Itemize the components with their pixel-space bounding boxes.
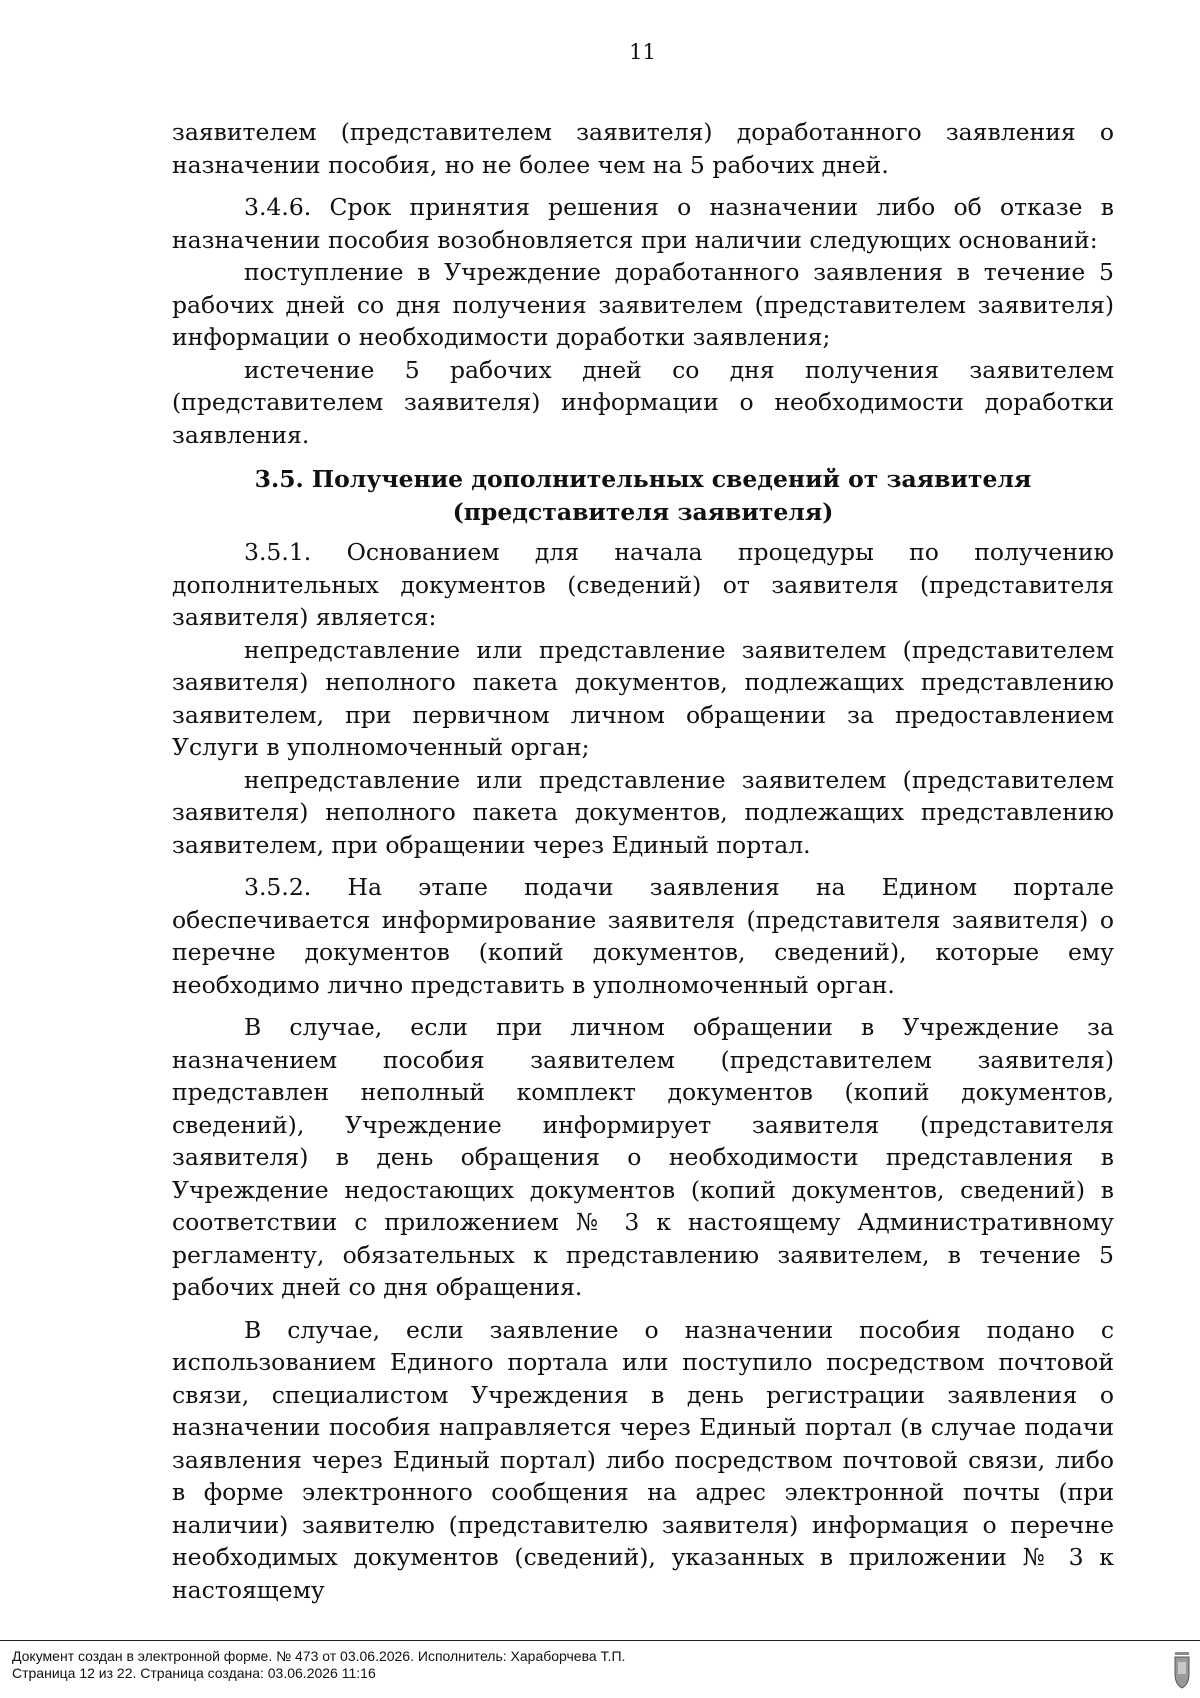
footer-info [12, 1648, 625, 1682]
page-number: 11 [629, 40, 656, 64]
paragraph: поступление в Учреждение доработанного заявления в течение 5 рабочих дней со дня получения заявителем (представителем заявителя) информации о необходимости доработки заявления; [172, 258, 1114, 351]
paragraph: непредставление или представление заявителем (представителем заявителя) неполного пакета документов, подлежащих представлению заявителем, при обращении через Единый портал. [172, 765, 1114, 859]
paragraph: 3.5.1. Основанием для начала процедуры по получению дополнительных документов (сведений) от заявителя (представителя заявителя) является: [172, 538, 1114, 631]
section-heading: 3.5. Получение дополнительных сведений от заявителя (представителя заявителя) [254, 465, 1032, 526]
paragraph: В случае, если заявление о назначении пособия подано с использованием Единого портала или поступило посредством почтовой связи, специалистом Учреждения в день регистрации заявления о назначении пособия направляется через Единый портал (в случае подачи заявления через Единый портал) либо посредством почтовой связи, либо в форме электронного сообщения на адрес электронной почты (при наличии) заявителю (представителю заявителя) информация о перечне необходимых документов (сведений), указанных в приложении № 3 к настоящему [172, 1315, 1114, 1604]
paragraph: 3.5.2. На этапе подачи заявления на Едином портале обеспечивается информирование заявителя (представителя заявителя) о перечне документов (копий документов, сведений), которые ему необходимо лично представить в уполномоченный орган. [172, 873, 1114, 999]
paragraph: непредставление или представление заявителем (представителем заявителя) неполного пакета документов, подлежащих представлению заявителем, при первичном личном обращении за предоставлением Услуги в уполномоченный орган; [172, 635, 1114, 761]
paragraph: В случае, если при личном обращении в Учреждение за назначением пособия заявителем (представителем заявителя) представлен неполный комплект документов (копий документов, сведений), Учреждение информирует заявителя (представителя заявителя) в день обращения о необходимости представления в Учреждение недостающих документов (копий документов, сведений) в соответствии с приложением № 3 к настоящему Административному регламенту, обязательных к представлению заявителем, в течение 5 рабочих дней со дня обращения. [172, 1013, 1114, 1301]
coat-of-arms-icon [1172, 1650, 1192, 1690]
paragraph: заявителем (представителем заявителя) доработанного заявления о назначении пособия, но не более чем на 5 рабочих дней. [172, 118, 1114, 179]
footer-page-info: Страница 12 из 22. Страница создана: 03.06.2026 11:16 [12, 1665, 376, 1681]
paragraph: 3.4.6. Срок принятия решения о назначении либо об отказе в назначении пособия возобновляется при наличии следующих оснований: [172, 193, 1114, 254]
footer-divider [0, 1640, 1200, 1641]
paragraph: истечение 5 рабочих дней со дня получения заявителем (представителем заявителя) информации о необходимости доработки заявления. [172, 355, 1114, 449]
footer-document-info: Документ создан в электронной форме. № 473 от 03.06.2026. Исполнитель: Хараборчева Т.П. [12, 1648, 626, 1664]
document-body [172, 116, 1114, 1606]
